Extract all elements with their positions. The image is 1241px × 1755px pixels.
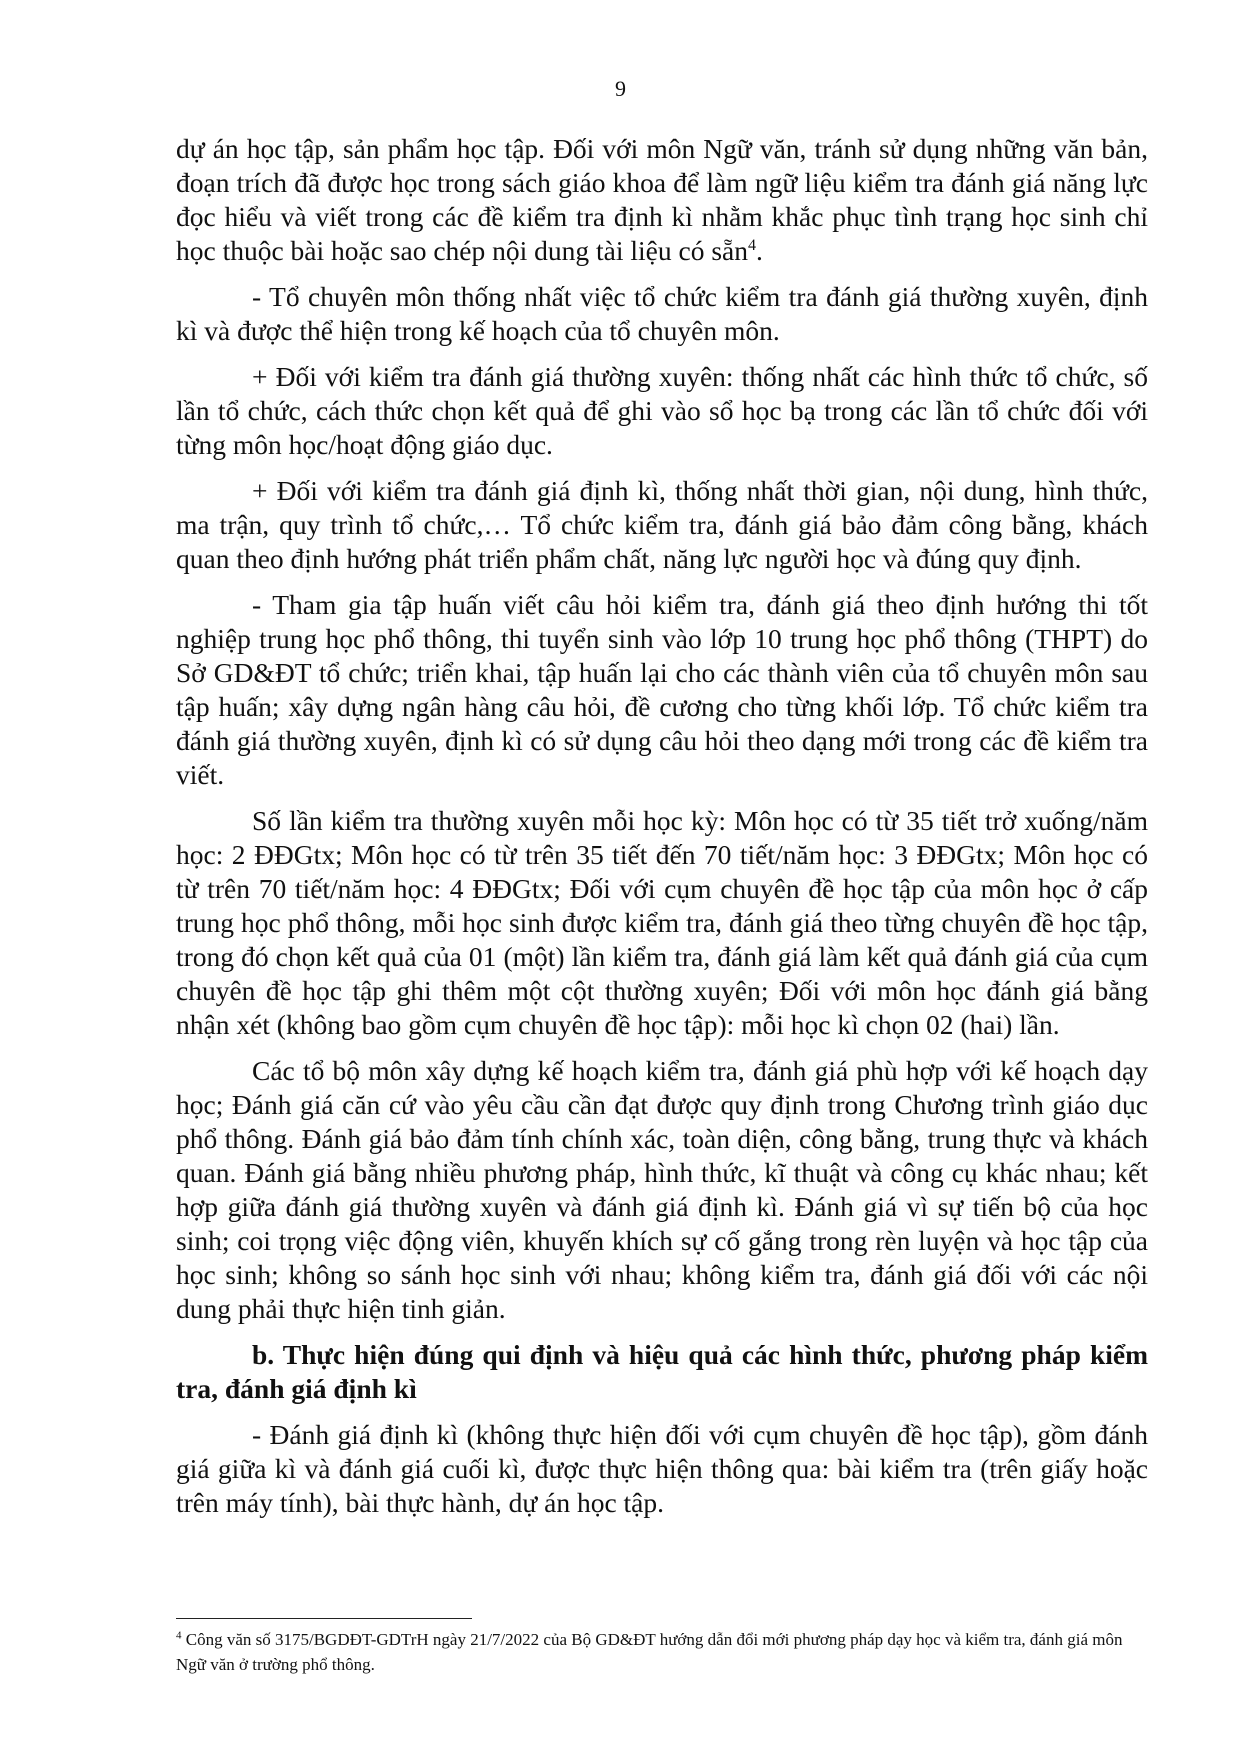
paragraph-tail: .	[755, 235, 763, 266]
document-body	[176, 132, 1148, 1532]
footnote-text: Công văn số 3175/BGDĐT-GDTrH ngày 21/7/2022 của Bộ GD&ĐT hướng dẫn đổi mới phương pháp dạy học và kiểm tra, đánh giá môn Ngữ văn ở trường phổ thông.	[176, 1630, 1123, 1674]
paragraph-assessment-plan: Các tổ bộ môn xây dựng kế hoạch kiểm tra, đánh giá phù hợp với kế hoạch dạy học; Đánh giá căn cứ vào yêu cầu cần đạt được quy định trong Chương trình giáo dục phổ thông. Đánh giá bảo đảm tính chính xác, toàn diện, công bằng, trung thực và khách quan. Đánh giá bằng nhiều phương pháp, hình thức, kĩ thuật và công cụ khác nhau; kết hợp giữa đánh giá thường xuyên và đánh giá định kì. Đánh giá vì sự tiến bộ của học sinh; coi trọng việc động viên, khuyến khích sự cố gắng trong rèn luyện và học tập của học sinh; không so sánh học sinh với nhau; không kiểm tra, đánh giá đối với các nội dung phải thực hiện tinh giản.	[176, 1055, 1148, 1324]
footnote-number: 4	[176, 1629, 182, 1642]
section-heading: b. Thực hiện đúng qui định và hiệu quả các hình thức, phương pháp kiểm tra, đánh giá định kì	[176, 1339, 1148, 1404]
paragraph-department-unify: - Tổ chuyên môn thống nhất việc tổ chức kiểm tra đánh giá thường xuyên, định kì và được thể hiện trong kế hoạch của tổ chuyên môn.	[176, 281, 1148, 346]
footnote	[176, 1627, 1148, 1677]
paragraph-training: - Tham gia tập huấn viết câu hỏi kiểm tra, đánh giá theo định hướng thi tốt nghiệp trung học phổ thông, thi tuyển sinh vào lớp 10 trung học phổ thông (THPT) do Sở GD&ĐT tổ chức; triển khai, tập huấn lại cho các thành viên của tổ chuyên môn sau tập huấn; xây dựng ngân hàng câu hỏi, đề cương cho từng khối lớp. Tổ chức kiểm tra đánh giá thường xuyên, định kì có sử dụng câu hỏi theo dạng mới trong các đề kiểm tra viết.	[176, 589, 1148, 790]
paragraph-regular-assessment: + Đối với kiểm tra đánh giá thường xuyên: thống nhất các hình thức tổ chức, số lần tổ chức, cách thức chọn kết quả để ghi vào sổ học bạ trong các lần tổ chức đối với từng môn học/hoạt động giáo dục.	[176, 361, 1148, 460]
paragraph-periodic-assessment: + Đối với kiểm tra đánh giá định kì, thống nhất thời gian, nội dung, hình thức, ma trận, quy trình tổ chức,… Tổ chức kiểm tra, đánh giá bảo đảm công bằng, khách quan theo định hướng phát triển phẩm chất, năng lực người học và đúng quy định.	[176, 475, 1148, 574]
paragraph-text: dự án học tập, sản phẩm học tập. Đối với môn Ngữ văn, tránh sử dụng những văn bản, đoạn trích đã được học trong sách giáo khoa để làm ngữ liệu kiểm tra đánh giá năng lực đọc hiểu và viết trong các đề kiểm tra định kì nhằm khắc phục tình trạng học sinh chỉ học thuộc bài hoặc sao chép nội dung tài liệu có sẵn	[176, 133, 1148, 266]
footnote-divider	[176, 1618, 472, 1619]
paragraph-continuation	[176, 132, 1148, 268]
page-number: 9	[615, 76, 626, 101]
paragraph-test-count: Số lần kiểm tra thường xuyên mỗi học kỳ: Môn học có từ 35 tiết trở xuống/năm học: 2 ĐĐGtx; Môn học có từ trên 35 tiết đến 70 tiết/năm học: 3 ĐĐGtx; Môn học có từ trên 70 tiết/năm học: 4 ĐĐGtx; Đối với cụm chuyên đề học tập của môn học ở cấp trung học phổ thông, mỗi học sinh được kiểm tra, đánh giá theo từng chuyên đề học tập, trong đó chọn kết quả của 01 (một) lần kiểm tra, đánh giá làm kết quả đánh giá của cụm chuyên đề học tập ghi thêm một cột thường xuyên; Đối với môn học đánh giá bằng nhận xét (không bao gồm cụm chuyên đề học tập): mỗi học kì chọn 02 (hai) lần.	[176, 805, 1148, 1040]
footnote-reference[interactable]: 4	[747, 236, 756, 254]
paragraph-periodic-evaluation: - Đánh giá định kì (không thực hiện đối với cụm chuyên đề học tập), gồm đánh giá giữa kì và đánh giá cuối kì, được thực hiện thông qua: bài kiểm tra (trên giấy hoặc trên máy tính), bài thực hành, dự án học tập.	[176, 1419, 1148, 1518]
